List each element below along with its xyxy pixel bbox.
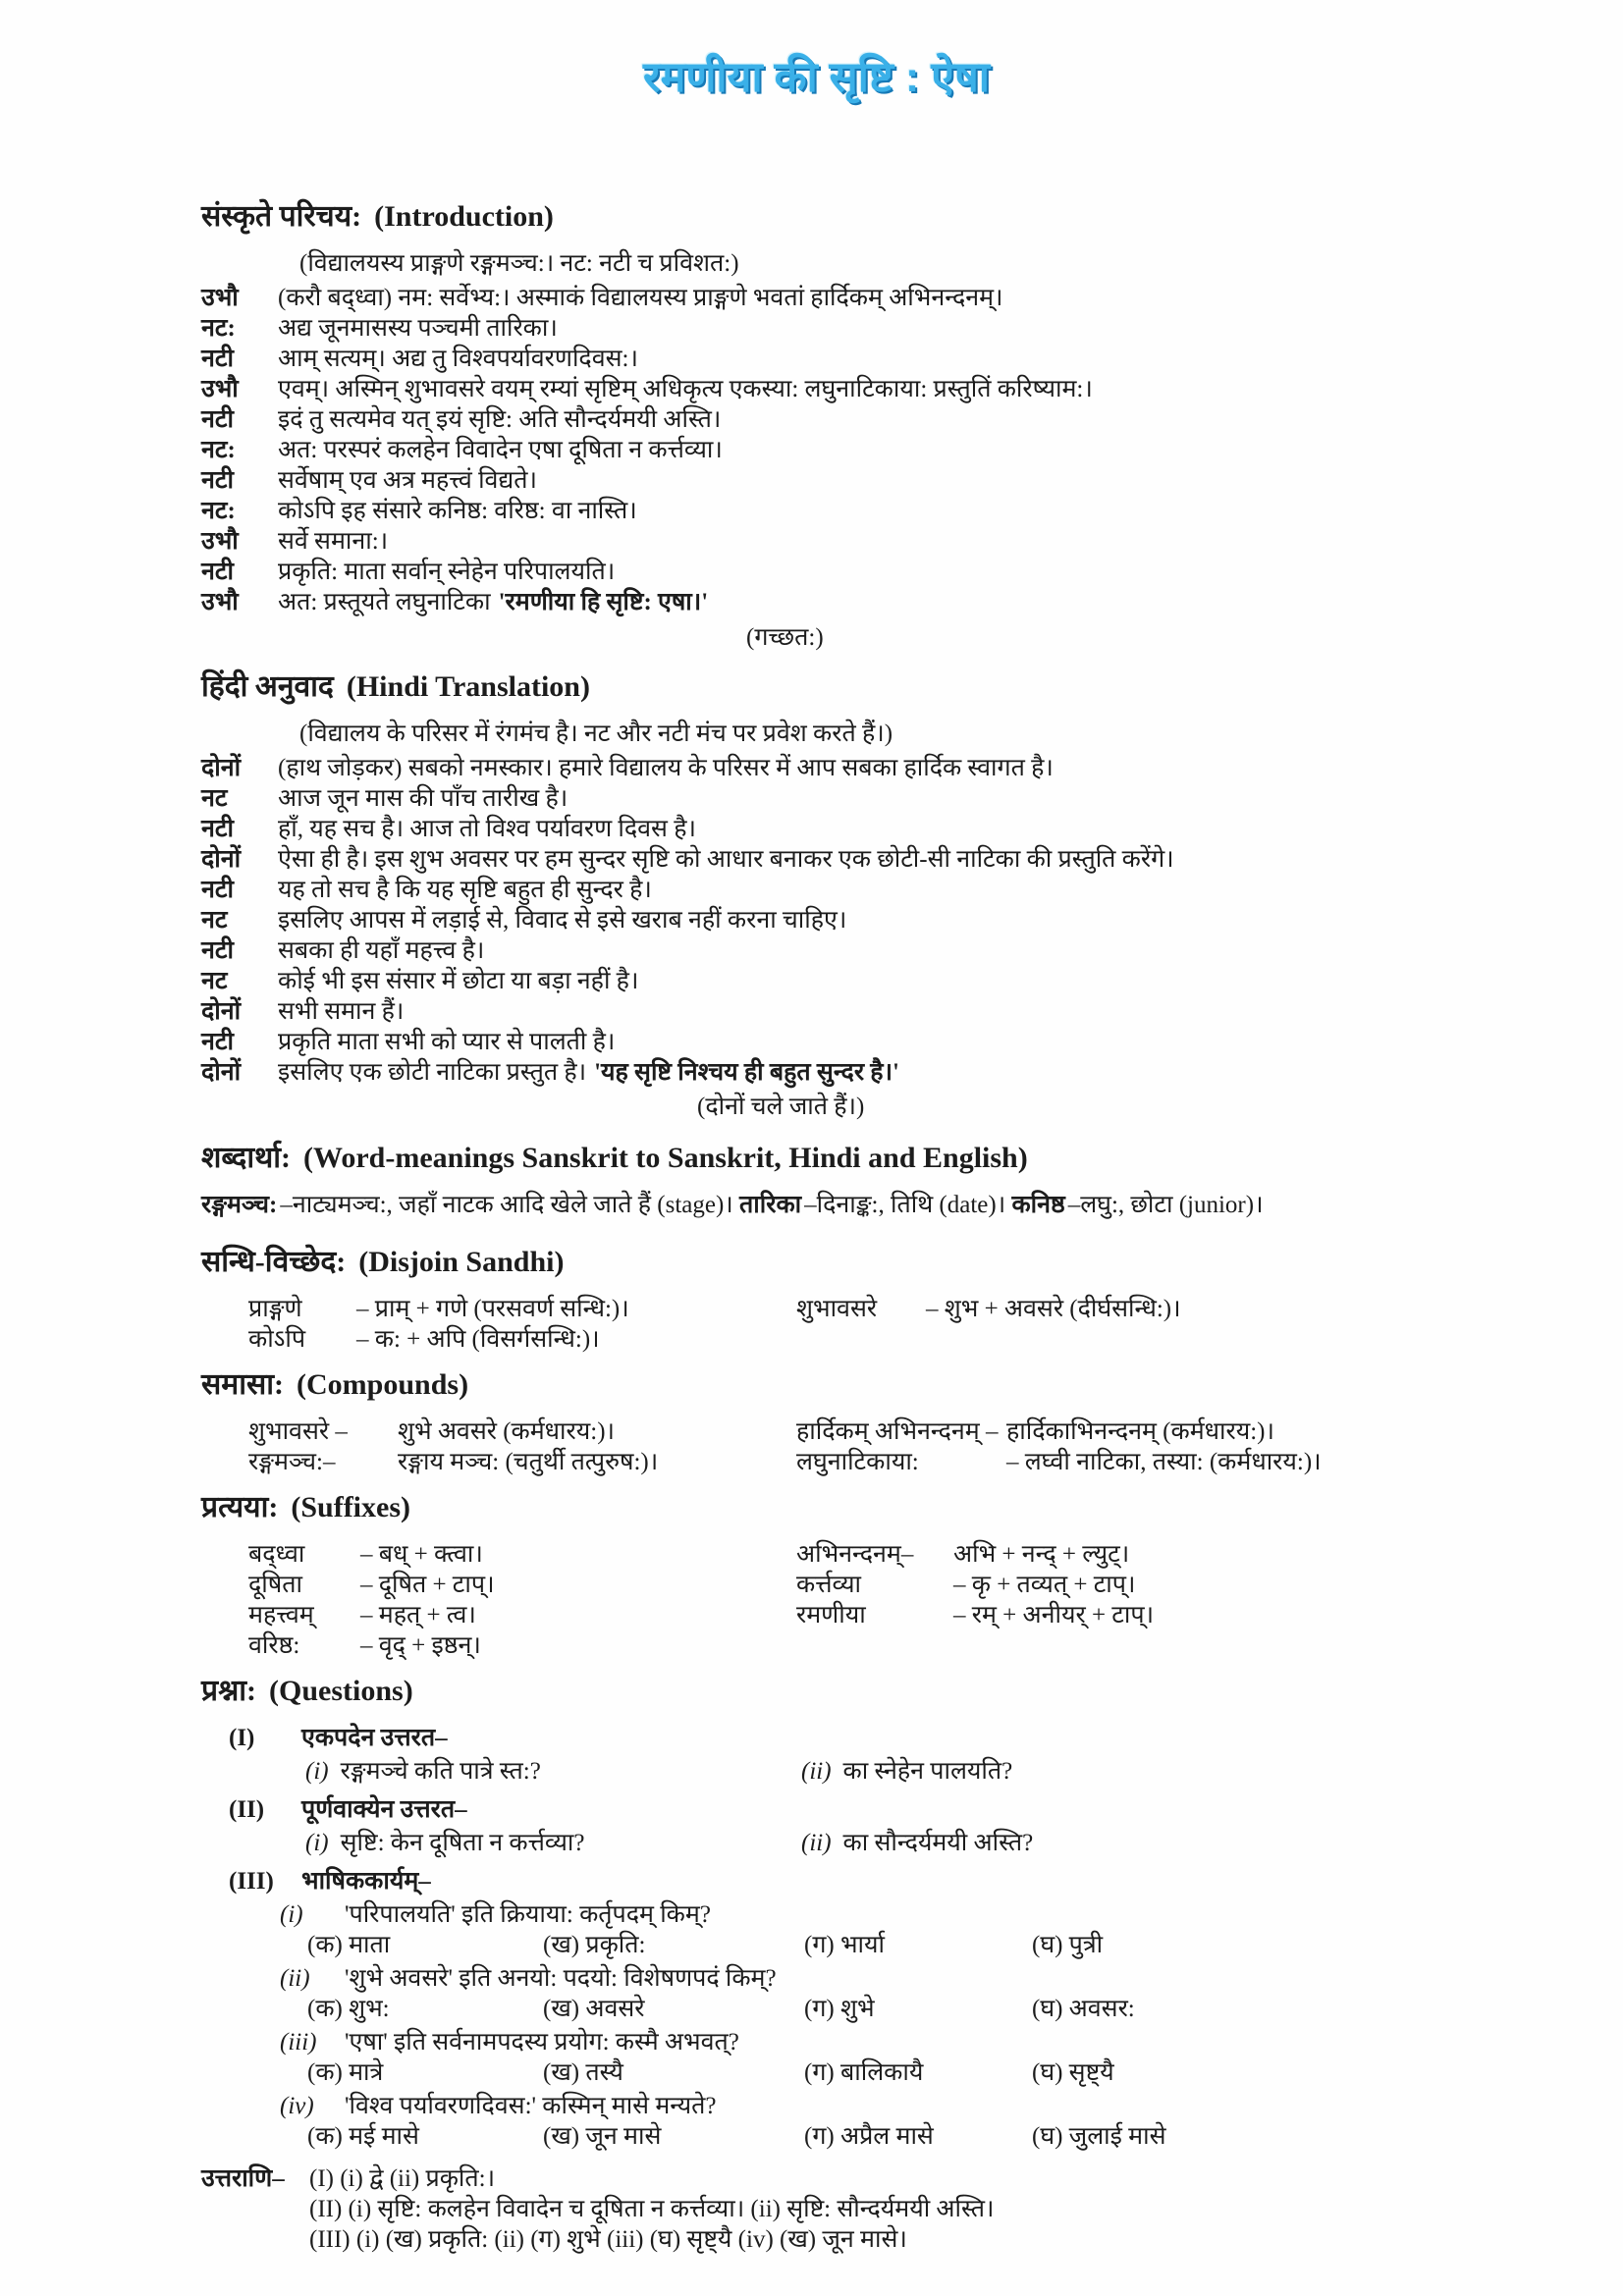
answer-text: (I) (i) द्वे (ii) प्रकृति:।	[309, 2165, 496, 2192]
dialogue-line	[201, 1027, 1432, 1057]
dialogue-line	[201, 1057, 1432, 1088]
suffix-entry	[796, 1600, 1432, 1630]
mcq-option: (ख) जून मासे	[543, 2123, 662, 2150]
speaker-label: नटी	[201, 877, 234, 903]
question-block-title: पूर्णवाक्येन उत्तरत–	[301, 1796, 467, 1823]
speaker-label: नटी	[201, 559, 234, 585]
dialogue-text-main: ऐसा ही है। इस शुभ अवसर पर हम सुन्दर सृष्टि को आधार बनाकर एक छोटी-सी नाटिका की प्रस्तुति करेंगे।	[278, 846, 1174, 873]
dialogue-line	[201, 557, 1432, 587]
dialogue-text-main: सबका ही यहाँ महत्त्व है।	[278, 937, 485, 964]
meaning: –दिनाङ्क:, तिथि (date)।	[804, 1192, 1012, 1218]
mcq-3	[201, 2027, 1432, 2088]
speaker-label: नट:	[201, 315, 236, 342]
dialogue-text-main: प्रकृति: माता सर्वान् स्नेहेन परिपालयति।	[278, 559, 616, 585]
suffix-entry	[248, 1539, 796, 1570]
word: शुभावसरे	[796, 1296, 878, 1322]
sandhi-entry-empty	[796, 1324, 1432, 1355]
answer-line	[309, 2224, 1432, 2255]
split: रङ्गाय मञ्च: (चतुर्थी तत्पुरुष:)।	[398, 1449, 659, 1475]
dialogue-text	[278, 905, 1432, 935]
question-text: 'शुभे अवसरे' इति अनयो: पदयो: विशेषणपदं किम्?	[345, 1965, 777, 1992]
question-block-label: (I)	[229, 1725, 255, 1751]
dialogue-text-main: कोऽपि इह संसारे कनिष्ठ: वरिष्ठ: वा नास्ति।	[278, 498, 637, 524]
split: – वृद् + इष्ठन्।	[360, 1632, 481, 1659]
question-number: (ii)	[801, 1830, 832, 1856]
answer-line	[201, 2163, 1432, 2194]
speaker-label: नटी	[201, 937, 234, 964]
question-number: (ii)	[280, 1965, 310, 1992]
speaker-label: नटी	[201, 467, 234, 494]
dialogue-text	[278, 526, 1432, 557]
mcq-options	[307, 1994, 1432, 2024]
heading-devanagari: संस्कृते परिचय:	[201, 200, 362, 233]
suffix-entry-empty	[796, 1630, 1432, 1661]
sandhi-section	[201, 1244, 1432, 1355]
question-item	[801, 1756, 1432, 1787]
dialogue-line	[201, 587, 1432, 617]
answer-line	[309, 2194, 1432, 2224]
question-number: (i)	[305, 1830, 329, 1856]
speaker-label: दोनों	[201, 755, 242, 781]
question-number: (i)	[280, 1901, 303, 1928]
question-item	[801, 1828, 1432, 1858]
mcq-option: (ग) शुभे	[804, 1996, 875, 2022]
mcq-4	[201, 2091, 1432, 2152]
word: प्राङ्गणे	[248, 1296, 302, 1322]
mcq-options	[307, 1930, 1432, 1960]
question-text: 'एषा' इति सर्वनामपदस्य प्रयोग: कस्मै अभवत्?	[345, 2029, 739, 2056]
dialogue-text	[278, 435, 1432, 465]
dialogue-text	[278, 814, 1432, 844]
mcq-options	[307, 2121, 1432, 2152]
question-block-label: (III)	[229, 1868, 274, 1895]
compound-entry	[796, 1447, 1432, 1477]
dialogue-line	[201, 814, 1432, 844]
split: – बध् + क्त्वा।	[360, 1541, 483, 1568]
dialogue-line	[201, 753, 1432, 783]
split: – रम् + अनीयर् + टाप्।	[953, 1602, 1155, 1629]
word: अभिनन्दनम्–	[796, 1541, 914, 1568]
question-text: सृष्टि: केन दूषिता न कर्त्तव्या?	[340, 1830, 585, 1856]
dialogue-text-main: सर्वे समाना:।	[278, 528, 389, 555]
mcq-option: (ख) प्रकृति:	[543, 1932, 646, 1958]
dialogue-text-main: इसलिए एक छोटी नाटिका प्रस्तुत है।	[278, 1059, 587, 1086]
dialogue-text	[278, 996, 1432, 1027]
term: तारिका	[739, 1192, 802, 1218]
dialogue-line	[201, 966, 1432, 996]
mcq-question	[280, 1963, 1432, 1994]
split: – महत् + त्व।	[360, 1602, 476, 1629]
heading-english: (Questions)	[269, 1675, 413, 1707]
stage-direction-close: (गच्छत:)	[746, 624, 824, 651]
question-number: (iv)	[280, 2093, 314, 2119]
dialogue-text-main: एवम्। अस्मिन् शुभावसरे वयम् रम्यां सृष्टिम् अधिकृत्य एकस्या: लघुनाटिकाया: प्रस्तुतिं करिष्याम:।	[278, 376, 1093, 402]
word: महत्त्वम्	[248, 1602, 314, 1629]
word: हार्दिकम् अभिनन्दनम् –	[796, 1418, 999, 1445]
section-heading-intro	[201, 198, 1432, 236]
mcq-option: (क) मई मासे	[307, 2123, 419, 2150]
question-block-title: भाषिककार्यम्–	[301, 1868, 431, 1895]
dialogue-text-main: सभी समान हैं।	[278, 998, 405, 1025]
dialogue-text-main: प्रकृति माता सभी को प्यार से पालती है।	[278, 1029, 616, 1055]
mcq-option: (क) माता	[307, 1932, 391, 1958]
dialogue-line	[201, 344, 1432, 374]
dialogue-text-main: (हाथ जोड़कर) सबको नमस्कार। हमारे विद्यालय के परिसर में आप सबका हार्दिक स्वागत है।	[278, 755, 1054, 781]
mcq-question	[280, 1899, 1432, 1930]
meaning: –नाट्यमञ्च:, जहाँ नाटक आदि खेले जाते हैं (stage)।	[280, 1192, 740, 1218]
answer-text: (II) (i) सृष्टि: कलहेन विवादेन च दूषिता न कर्त्तव्या। (ii) सृष्टि: सौन्दर्यमयी अस्ति।	[309, 2196, 995, 2222]
compound-entry	[248, 1447, 796, 1477]
term: कनिष्ठ	[1011, 1192, 1065, 1218]
suffix-entry	[248, 1570, 796, 1600]
dialogue-text	[278, 935, 1432, 966]
split: – प्राम् + गणे (परसवर्ण सन्धि:)।	[356, 1296, 629, 1322]
dialogue-text-main: सर्वेषाम् एव अत्र महत्त्वं विद्यते।	[278, 467, 537, 494]
question-text: का सौन्दर्यमयी अस्ति?	[842, 1830, 1034, 1856]
split: – लघ्वी नाटिका, तस्या: (कर्मधारय:)।	[1006, 1449, 1322, 1475]
split: – शुभ + अवसरे (दीर्घसन्धि:)।	[926, 1296, 1181, 1322]
speaker-label: उभौ	[201, 376, 239, 402]
word: लघुनाटिकाया:	[796, 1449, 919, 1475]
speaker-label: नटी	[201, 816, 234, 842]
word: बद्ध्वा	[248, 1541, 305, 1568]
heading-devanagari: हिंदी अनुवाद	[201, 670, 334, 703]
dialogue-text-main: यह तो सच है कि यह सृष्टि बहुत ही सुन्दर है।	[278, 877, 652, 903]
dialogue-line	[201, 844, 1432, 875]
dialogue-line	[201, 496, 1432, 526]
section-heading-translation	[201, 668, 1432, 706]
speaker-label: नट	[201, 968, 228, 994]
section-heading-word-meanings	[201, 1140, 1432, 1177]
dialogue-line	[201, 374, 1432, 404]
dialogue-text-main: आम् सत्यम्। अद्य तु विश्वपर्यावरणदिवस:।	[278, 346, 638, 372]
sandhi-entry	[248, 1294, 796, 1324]
speaker-label: नटी	[201, 1029, 234, 1055]
dialogue-text	[278, 966, 1432, 996]
question-item	[305, 1756, 801, 1787]
dialogue-text	[278, 875, 1432, 905]
dialogue-text-main: अद्य जूनमासस्य पञ्चमी तारिका।	[278, 315, 558, 342]
question-text: का स्नेहेन पालयति?	[842, 1758, 1013, 1785]
mcq-option: (क) शुभ:	[307, 1996, 390, 2022]
word: कोऽपि	[248, 1326, 306, 1353]
dialogue-line	[201, 404, 1432, 435]
speaker-label: नट:	[201, 437, 236, 463]
mcq-option: (घ) सृष्ट्यै	[1032, 2059, 1114, 2086]
dialogue-text	[278, 313, 1432, 344]
suffixes-grid	[248, 1539, 1432, 1661]
mcq-option: (ख) तस्यै	[543, 2059, 623, 2086]
term: रङ्गमञ्च:	[201, 1192, 278, 1218]
dialogue-text	[278, 374, 1432, 404]
section-heading-sandhi	[201, 1244, 1432, 1281]
question-text: रङ्गमञ्चे कति पात्रे स्त:?	[340, 1758, 541, 1785]
dialogue-text	[278, 844, 1432, 875]
speaker-label: दोनों	[201, 846, 242, 873]
hindi-translation-section	[201, 668, 1432, 1122]
word: दूषिता	[248, 1572, 302, 1598]
mcq-option: (घ) जुलाई मासे	[1032, 2123, 1166, 2150]
dialogue-line	[201, 783, 1432, 814]
heading-english: (Suffixes)	[291, 1491, 410, 1523]
compounds-grid	[248, 1416, 1432, 1477]
dialogue-text-main: (करौ बद्ध्वा) नम: सर्वेभ्य:। अस्माकं विद्यालयस्य प्राङ्गणे भवतां हार्दिकम् अभिनन्दनम्।	[278, 285, 1003, 311]
dialogue-text	[278, 496, 1432, 526]
answer-text: (III) (i) (ख) प्रकृति: (ii) (ग) शुभे (iii) (घ) सृष्ट्यै (iv) (ख) जून मासे।	[309, 2226, 907, 2253]
heading-devanagari: प्रत्यया:	[201, 1491, 279, 1523]
dialogue-text	[278, 753, 1432, 783]
section-heading-suffixes	[201, 1489, 1432, 1526]
speaker-label: उभौ	[201, 589, 239, 615]
mcq-1	[201, 1899, 1432, 1960]
dialogue-text-main: आज जून मास की पाँच तारीख है।	[278, 785, 568, 812]
question-number: (i)	[305, 1758, 329, 1785]
suffix-entry	[796, 1570, 1432, 1600]
word: रङ्गमञ्च:–	[248, 1449, 336, 1475]
speaker-label: नटी	[201, 346, 234, 372]
sandhi-entry	[248, 1324, 796, 1355]
dialogue-line	[201, 996, 1432, 1027]
dialogue-line	[201, 465, 1432, 496]
suffix-entry	[248, 1630, 796, 1661]
dialogue-text	[278, 1027, 1432, 1057]
word: शुभावसरे –	[248, 1418, 348, 1445]
suffixes-section	[201, 1489, 1432, 1661]
questions-section	[201, 1673, 1432, 2152]
split: – क: + अपि (विसर्गसन्धि:)।	[356, 1326, 600, 1353]
word: वरिष्ठ:	[248, 1632, 300, 1659]
split: अभि + नन्द् + ल्युट्।	[953, 1541, 1130, 1568]
speaker-label: नट	[201, 785, 228, 812]
question-text: 'विश्व पर्यावरणदिवस:' कस्मिन् मासे मन्यते?	[345, 2093, 717, 2119]
question-block-3	[229, 1866, 1432, 1896]
dialogue-text-bold: 'रमणीया हि सृष्टि: एषा।'	[498, 589, 709, 615]
dialogue-line	[201, 935, 1432, 966]
heading-devanagari: समासा:	[201, 1368, 285, 1401]
question-block-1	[229, 1723, 1432, 1753]
question-block-title: एकपदेन उत्तरत–	[301, 1725, 448, 1751]
sanskrit-intro-section	[201, 198, 1432, 653]
dialogue-line	[201, 875, 1432, 905]
mcq-option: (घ) पुत्री	[1032, 1932, 1104, 1958]
word: कर्त्तव्या	[796, 1572, 862, 1598]
mcq-question	[280, 2091, 1432, 2121]
question-text: 'परिपालयति' इति क्रियाया: कर्तृपदम् किम्?	[345, 1901, 711, 1928]
dialogue-line	[201, 905, 1432, 935]
dialogue-line	[201, 313, 1432, 344]
stage-direction-close: (दोनों चले जाते हैं।)	[697, 1094, 865, 1120]
dialogue-text	[278, 1057, 1432, 1088]
question-items	[305, 1828, 1432, 1858]
heading-english: (Word-meanings Sanskrit to Sanskrit, Hindi and English)	[303, 1142, 1028, 1174]
suffix-entry	[248, 1600, 796, 1630]
split: – दूषित + टाप्।	[360, 1572, 495, 1598]
question-item	[305, 1828, 801, 1858]
answers-section	[201, 2163, 1432, 2255]
mcq-question	[280, 2027, 1432, 2057]
dialogue-line	[201, 526, 1432, 557]
heading-devanagari: शब्दार्था:	[201, 1142, 292, 1174]
dialogue-text-main: इसलिए आपस में लड़ाई से, विवाद से इसे खराब नहीं करना चाहिए।	[278, 907, 847, 934]
question-number: (ii)	[801, 1758, 832, 1785]
mcq-options	[307, 2057, 1432, 2088]
dialogue-text-main: अत: परस्परं कलहेन विवादेन एषा दूषिता न कर्त्तव्या।	[278, 437, 723, 463]
speaker-label: उभौ	[201, 285, 239, 311]
speaker-label: नट:	[201, 498, 236, 524]
dialogue-text	[278, 283, 1432, 313]
mcq-option: (ग) भार्या	[804, 1932, 886, 1958]
speaker-label: उभौ	[201, 528, 239, 555]
stage-direction-open: (विद्यालय के परिसर में रंगमंच है। नट और नटी मंच पर प्रवेश करते हैं।)	[299, 721, 893, 747]
sandhi-entry	[796, 1294, 1432, 1324]
mcq-option: (ग) अप्रैल मासे	[804, 2123, 934, 2150]
mcq-option: (ख) अवसरे	[543, 1996, 645, 2022]
stage-direction-open: (विद्यालयस्य प्राङ्गणे रङ्गमञ्च:। नट: नटी च प्रविशत:)	[299, 250, 739, 277]
answers-label: उत्तराणि–	[201, 2165, 285, 2192]
dialogue-line	[201, 435, 1432, 465]
split: हार्दिकाभिनन्दनम् (कर्मधारय:)।	[1006, 1418, 1274, 1445]
mcq-option: (क) मात्रे	[307, 2059, 384, 2086]
suffix-entry	[796, 1539, 1432, 1570]
speaker-label: नटी	[201, 406, 234, 433]
dialogue-text-main: कोई भी इस संसार में छोटा या बड़ा नहीं है।	[278, 968, 639, 994]
page-title: रमणीया की सृष्टि : ऐषा	[643, 54, 990, 101]
heading-devanagari: सन्धि-विच्छेद:	[201, 1246, 347, 1278]
heading-english: (Disjoin Sandhi)	[358, 1246, 565, 1278]
mcq-2	[201, 1963, 1432, 2024]
dialogue-text	[278, 783, 1432, 814]
meaning: –लघु:, छोटा (junior)।	[1067, 1192, 1264, 1218]
question-number: (iii)	[280, 2029, 317, 2056]
dialogue-text	[278, 465, 1432, 496]
word-meanings-line	[201, 1190, 1432, 1220]
dialogue-text	[278, 344, 1432, 374]
dialogue-text	[278, 404, 1432, 435]
word-meanings-section	[201, 1140, 1432, 1220]
question-block-label: (II)	[229, 1796, 265, 1823]
word: रमणीया	[796, 1602, 866, 1629]
section-heading-questions	[201, 1673, 1432, 1710]
dialogue-text	[278, 557, 1432, 587]
dialogue-text-main: इदं तु सत्यमेव यत् इयं सृष्टि: अति सौन्दर्यमयी अस्ति।	[278, 406, 722, 433]
dialogue-text-bold: 'यह सृष्टि निश्चय ही बहुत सुन्दर है।'	[594, 1059, 899, 1086]
split: – कृ + तव्यत् + टाप्।	[953, 1572, 1136, 1598]
compound-entry	[796, 1416, 1432, 1447]
dialogue-line	[201, 283, 1432, 313]
question-items	[305, 1756, 1432, 1787]
compounds-section	[201, 1366, 1432, 1477]
compound-entry	[248, 1416, 796, 1447]
speaker-label: नट	[201, 907, 228, 934]
heading-english: (Compounds)	[297, 1368, 469, 1401]
speaker-label: दोनों	[201, 998, 242, 1025]
mcq-option: (घ) अवसर:	[1032, 1996, 1135, 2022]
sandhi-grid	[248, 1294, 1432, 1355]
heading-english: (Introduction)	[374, 200, 554, 233]
question-block-2	[229, 1794, 1432, 1825]
dialogue-text-main: हाँ, यह सच है। आज तो विश्व पर्यावरण दिवस है।	[278, 816, 696, 842]
section-heading-compounds	[201, 1366, 1432, 1404]
mcq-option: (ग) बालिकायै	[804, 2059, 924, 2086]
speaker-label: दोनों	[201, 1059, 242, 1086]
dialogue-text	[278, 587, 1432, 617]
heading-english: (Hindi Translation)	[346, 670, 590, 703]
heading-devanagari: प्रश्ना:	[201, 1675, 257, 1707]
split: शुभे अवसरे (कर्मधारय:)।	[398, 1418, 615, 1445]
dialogue-text-main: अत: प्रस्तूयते लघुनाटिका	[278, 589, 491, 615]
